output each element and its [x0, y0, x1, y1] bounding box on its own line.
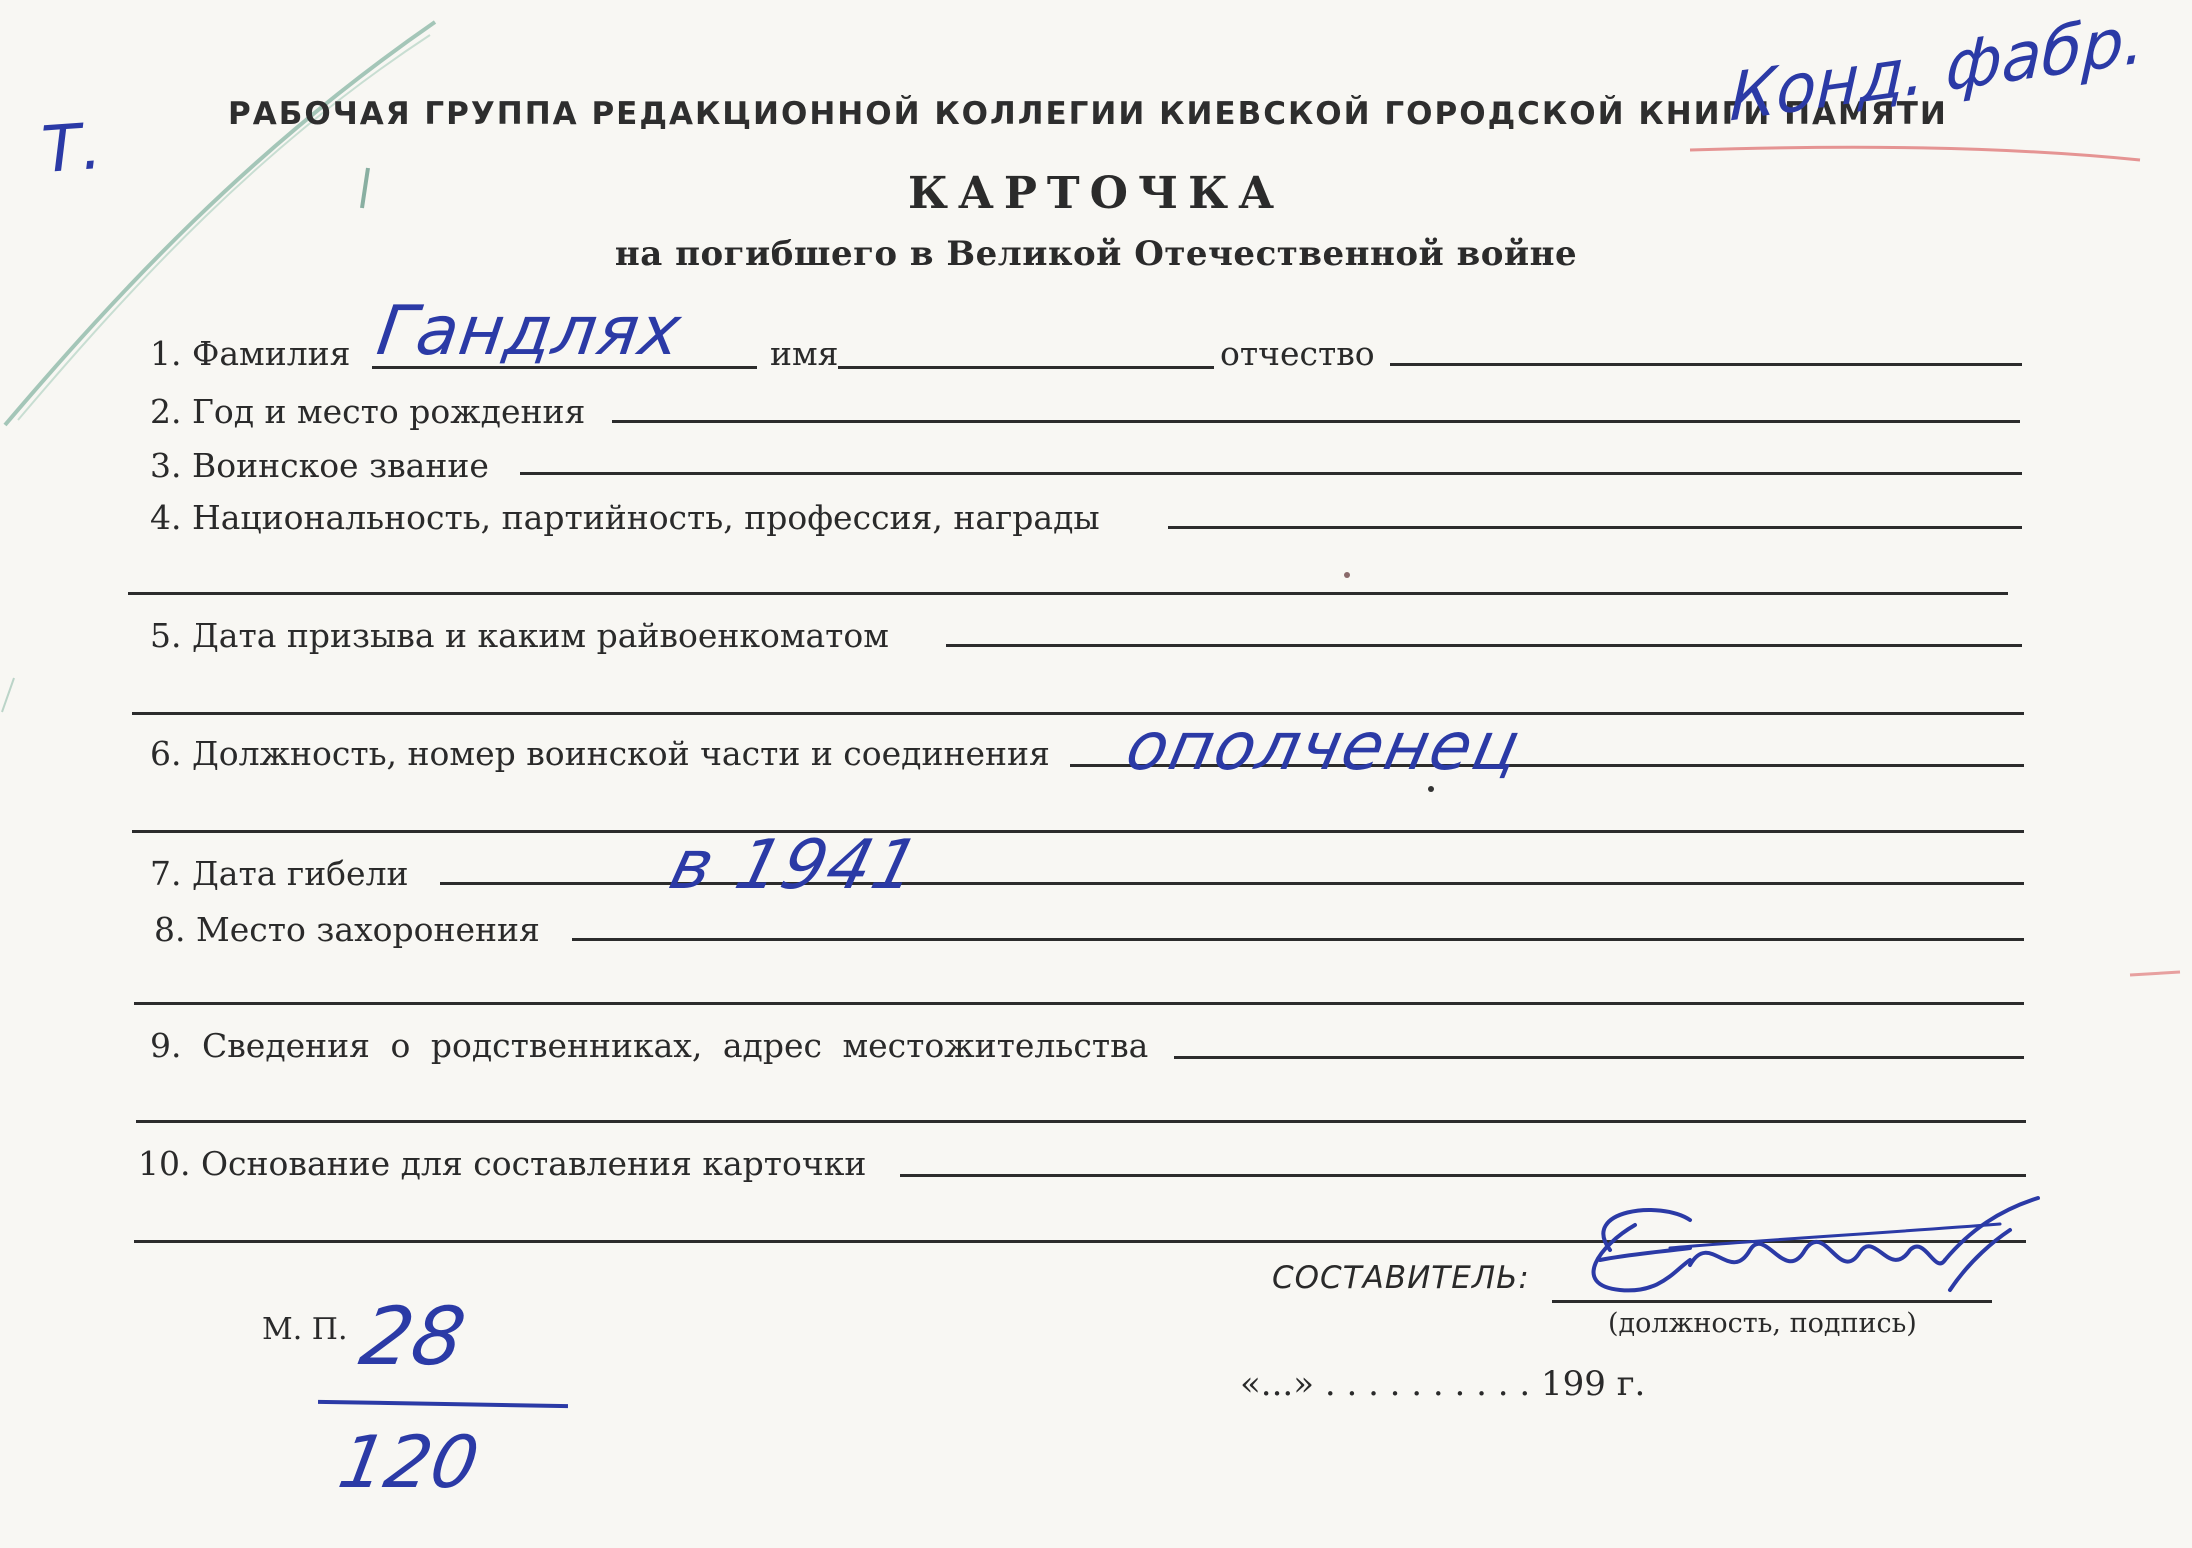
patronymic-label: отчество	[1220, 334, 1375, 373]
handwritten-number-top: 28	[353, 1290, 472, 1383]
death-label: 7. Дата гибели	[150, 854, 409, 893]
nationality-label: 4. Национальность, партийность, профессия, награды	[150, 498, 1100, 537]
draft-line	[946, 644, 2022, 647]
rank-label: 3. Воинское звание	[150, 446, 489, 485]
handwritten-service: ополченец	[1119, 708, 1529, 785]
burial-line	[572, 938, 2024, 941]
handwritten-number-bottom: 120	[332, 1420, 485, 1504]
card-subtitle: на погибшего в Великой Отечественной войне	[614, 234, 1578, 274]
speck	[1344, 572, 1350, 578]
relatives-label: 9. Сведения о родственниках, адрес местожительства	[150, 1026, 1149, 1065]
handwritten-corner-note: Конд. фабр.	[1728, 0, 2146, 137]
draft-line-2	[132, 712, 2024, 715]
stamp-place-label: М. П.	[262, 1312, 348, 1347]
relatives-line-2	[136, 1120, 2026, 1123]
basis-line	[900, 1174, 2026, 1177]
relatives-line	[1174, 1056, 2024, 1059]
burial-line-2	[134, 1002, 2024, 1005]
draft-label: 5. Дата призыва и каким райвоенкоматом	[150, 616, 889, 655]
red-pencil-underline	[1690, 147, 2140, 160]
handwritten-corner-letter: Т.	[39, 110, 104, 188]
rank-line	[520, 472, 2022, 475]
date-template: «...» . . . . . . . . . . 199 г.	[1240, 1364, 1646, 1404]
surname-label: 1. Фамилия	[150, 334, 351, 373]
speck	[1428, 786, 1434, 792]
position-signature-caption: (должность, подпись)	[1608, 1308, 1917, 1339]
burial-label: 8. Место захоронения	[154, 910, 540, 949]
handwritten-death-date: в 1941	[662, 826, 929, 905]
organization-header: РАБОЧАЯ ГРУППА РЕДАКЦИОННОЙ КОЛЛЕГИИ КИЕВСКОЙ ГОРОДСКОЙ КНИГИ ПАМЯТИ	[228, 96, 1948, 132]
card-title: КАРТОЧКА	[907, 168, 1285, 219]
nationality-line	[1168, 526, 2022, 529]
compiler-label: СОСТАВИТЕЛЬ:	[1272, 1260, 1530, 1296]
name-line	[838, 366, 1214, 369]
birth-line	[612, 420, 2020, 423]
basis-label: 10. Основание для составления карточки	[138, 1144, 867, 1183]
patronymic-line	[1390, 363, 2022, 366]
position-line-2	[132, 830, 2024, 833]
nationality-line-2	[128, 592, 2008, 595]
birth-label: 2. Год и место рождения	[150, 392, 586, 431]
handwritten-surname: Гандлях	[372, 292, 687, 371]
position-label: 6. Должность, номер воинской части и соединения	[150, 734, 1050, 773]
name-label: имя	[770, 334, 839, 373]
handwritten-signature	[1540, 1190, 2060, 1320]
